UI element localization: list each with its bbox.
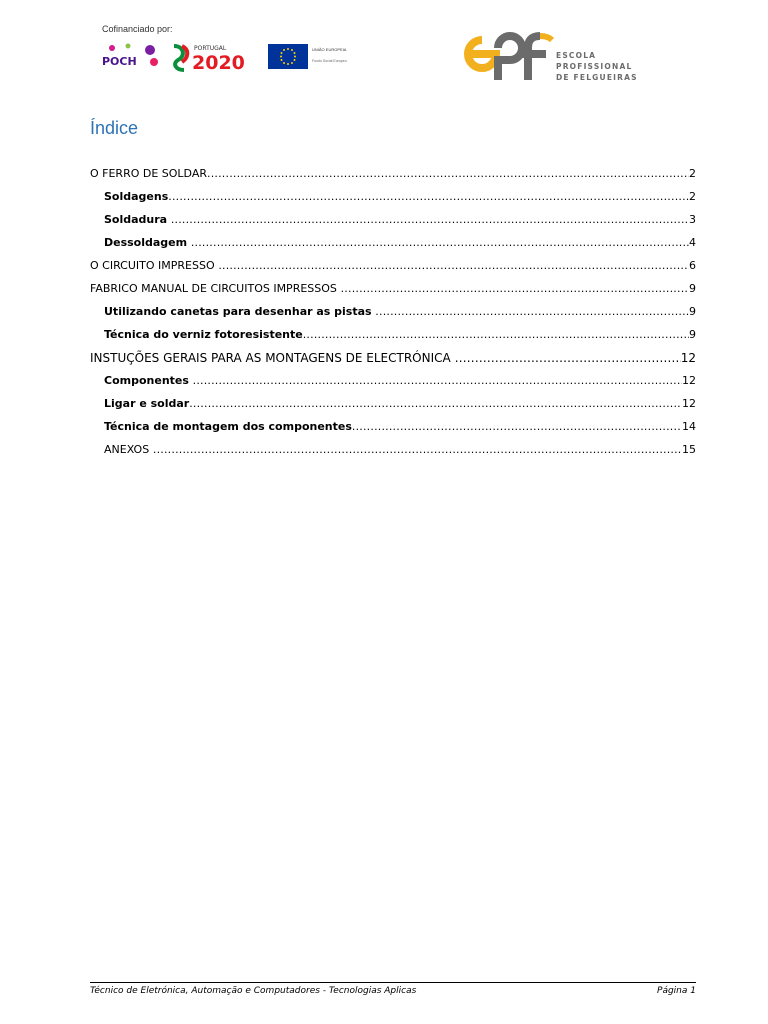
toc-entry-anexos[interactable] (90, 441, 696, 464)
toc-entry-page: 4 (689, 236, 696, 249)
school-name (556, 50, 638, 83)
portugal-label: PORTUGAL (194, 45, 227, 52)
toc-entry-page: 6 (689, 259, 696, 272)
portugal-2020-logo (170, 42, 260, 72)
toc-entry-label: Ligar e soldar (104, 397, 190, 410)
toc-entry-label: O FERRO DE SOLDAR (90, 167, 208, 180)
eu-label: UNIÃO EUROPEIA (312, 47, 347, 52)
toc-entry-instrucoes-gerais[interactable] (90, 349, 696, 372)
toc-entry-page: 14 (682, 420, 696, 433)
toc-entry-ligar-e-soldar[interactable] (90, 395, 696, 418)
school-name-line-1: ESCOLA (556, 51, 597, 60)
toc-entry-label: ANEXOS (104, 443, 150, 456)
eu-flag-icon (268, 44, 308, 69)
school-name-line-3: DE FELGUEIRAS (556, 73, 638, 82)
toc-entry-page: 12 (682, 374, 696, 387)
toc-entry-soldadura[interactable] (90, 211, 696, 234)
footer-page-number: Página 1 (657, 986, 696, 996)
toc-entry-page: 9 (689, 328, 696, 341)
toc-entry-page: 2 (689, 190, 696, 203)
footer-course-title: Técnico de Eletrónica, Automação e Computadores - Tecnologias Aplicas (90, 986, 417, 996)
toc-entry-label: Técnica do verniz fotoresistente (104, 328, 303, 341)
toc-entry-page: 12 (680, 351, 696, 365)
toc-entry-verniz-fotoresistente[interactable] (90, 326, 696, 349)
page-title: Índice (90, 118, 139, 138)
toc-entry-page: 15 (682, 443, 696, 456)
toc-entry-componentes[interactable] (90, 372, 696, 395)
toc-entry-fabrico-manual[interactable] (90, 280, 696, 303)
toc-entry-label: Soldadura (104, 213, 168, 226)
toc-entry-page: 9 (689, 282, 696, 295)
toc-entry-page: 12 (682, 397, 696, 410)
eu-fund-label: Fundo Social Europeu (312, 59, 347, 63)
toc-entry-soldagens[interactable] (90, 188, 696, 211)
poch-logo (100, 40, 162, 72)
year-2020-text: 2020 (192, 52, 245, 72)
toc-entry-label: Utilizando canetas para desenhar as pistas (104, 305, 372, 318)
toc-entry-label: Dessoldagem (104, 236, 188, 249)
toc-entry-ferro-de-soldar[interactable] (90, 165, 696, 188)
table-of-contents (90, 165, 696, 464)
toc-entry-dessoldagem[interactable] (90, 234, 696, 257)
page-header (0, 0, 768, 100)
toc-entry-circuito-impresso[interactable] (90, 257, 696, 280)
epf-school-logo (458, 30, 554, 84)
toc-entry-label: O CIRCUITO IMPRESSO (90, 259, 215, 272)
poch-text: POCH (102, 55, 137, 68)
toc-entry-label: Técnica de montagem dos componentes (104, 420, 352, 433)
toc-entry-page: 2 (689, 167, 696, 180)
toc-entry-page: 3 (689, 213, 696, 226)
toc-entry-tecnica-montagem[interactable] (90, 418, 696, 441)
toc-entry-page: 9 (689, 305, 696, 318)
toc-entry-label: FABRICO MANUAL DE CIRCUITOS IMPRESSOS (90, 282, 337, 295)
toc-entry-utilizando-canetas[interactable] (90, 303, 696, 326)
toc-entry-label: Soldagens (104, 190, 169, 203)
cofinanciado-label: Cofinanciado por: (102, 24, 173, 34)
toc-entry-label: INSTUÇÕES GERAIS PARA AS MONTAGENS DE ELECTRÓNICA (90, 351, 451, 365)
footer-divider (90, 982, 696, 983)
school-name-line-2: PROFISSIONAL (556, 62, 633, 71)
toc-entry-label: Componentes (104, 374, 189, 387)
